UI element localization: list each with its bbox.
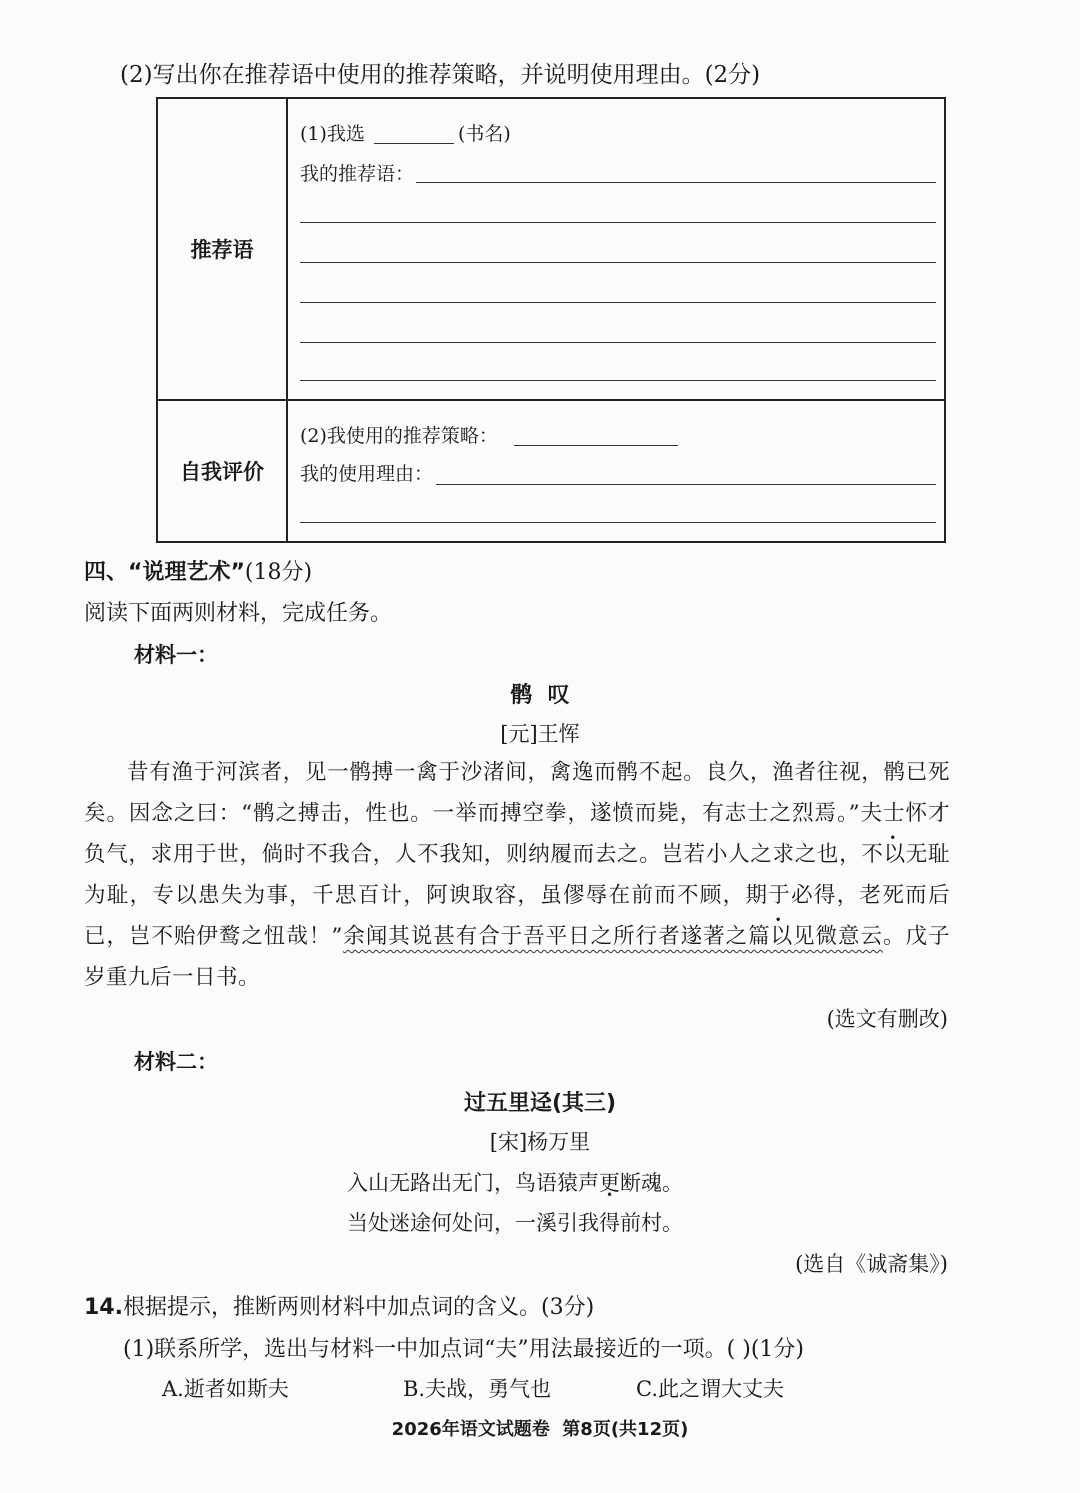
material-1-author: [元]王恽	[500, 722, 580, 746]
poem-line-1	[0, 1167, 1030, 1197]
recommendation-form-table	[156, 97, 946, 543]
answer-line[interactable]	[300, 302, 936, 303]
self-evaluation-cell	[287, 400, 945, 542]
passage-text: 昔有渔于河滨者，见一鹘搏一禽于沙渚间，禽逸而鹘不起。良久，渔者往视，鹘已死矣。因念之曰：“鹘之搏击，性也。一举而搏空拳，遂愤而毙，有志士之烈焉。”	[84, 760, 950, 826]
question-14-prompt: 根据提示，推断两则材料中加点词的含义。(3分)	[122, 1295, 595, 1320]
page-footer: 2026年语文试题卷 第8页(共12页)	[391, 1419, 689, 1440]
question-2-prompt: (2)写出你在推荐语中使用的推荐策略，并说明使用理由。(2分)	[120, 62, 761, 88]
poem-line-2: 当处迷途何处问，一溪引我得前村。	[347, 1211, 683, 1235]
book-name-blank[interactable]	[374, 143, 454, 144]
option-b[interactable]: B.夫战，勇气也	[403, 1377, 552, 1401]
answer-line[interactable]	[436, 484, 936, 485]
answer-line[interactable]	[300, 522, 936, 523]
answer-line[interactable]	[300, 342, 936, 343]
poem-text: 断魂。	[620, 1171, 683, 1195]
section-heading	[84, 555, 312, 586]
row-label-recommendation: 推荐语	[157, 98, 287, 400]
row-label-self-evaluation: 自我评价	[157, 400, 287, 542]
answer-line[interactable]	[416, 182, 936, 183]
answer-line[interactable]	[300, 262, 936, 263]
material-1-passage	[84, 752, 950, 998]
wavy-underlined-sentence: 余闻其说甚有合于吾平日之所行者遂著之篇以见微意云	[342, 924, 883, 949]
section-score: (18分)	[244, 560, 313, 585]
passage-text: 。戊子岁重九后一日书。	[84, 924, 950, 990]
material-2-author: [宋]杨万里	[489, 1130, 591, 1154]
book-name-hint: (书名)	[458, 123, 511, 145]
question-14	[84, 1290, 594, 1321]
section-title: 四、“说理艺术”	[84, 560, 245, 585]
option-c[interactable]: C.此之谓大丈夫	[636, 1377, 784, 1401]
dotted-word-geng: 更	[599, 1171, 620, 1195]
option-a[interactable]: A.逝者如斯夫	[162, 1377, 289, 1401]
recommendation-cell	[287, 98, 945, 400]
material-1-source: (选文有删改)	[826, 1007, 948, 1031]
material-2-title: 过五里迳(其三)	[463, 1091, 617, 1116]
recommend-label: 我的推荐语：	[300, 163, 415, 185]
material-2-label: 材料二：	[134, 1050, 218, 1074]
section-instruction: 阅读下面两则材料，完成任务。	[84, 601, 393, 626]
question-number: 14.	[84, 1295, 123, 1320]
passage-text: 于必得，老死而后已，岂不贻伊鹜之忸哉！”	[84, 883, 950, 949]
pick-label: (1)我选	[300, 123, 365, 145]
answer-line[interactable]	[300, 222, 936, 223]
poem-text: 入山无路出无门，鸟语猿声	[347, 1171, 599, 1195]
material-2-source: (选自《诚斋集》)	[795, 1252, 948, 1276]
material-1-label: 材料一：	[134, 643, 218, 667]
dotted-word-qi: 期	[745, 883, 769, 908]
strategy-blank[interactable]	[514, 445, 678, 446]
dotted-word-fu: 夫	[860, 801, 884, 826]
strategy-label: (2)我使用的推荐策略：	[300, 425, 498, 447]
question-14-sub-1: (1)联系所学，选出与材料一中加点词“夫”用法最接近的一项。( )(1分)	[123, 1337, 804, 1362]
reason-label: 我的使用理由：	[300, 463, 434, 485]
passage-text: 士怀才负气，求用于世，倘时不我合，人不我知，则纳履而去之。岂若小人之求之也，不以无耻为耻，专以患失为事，千思百计，阿谀取容，虽僇辱在前而不顾，	[84, 801, 950, 908]
answer-line[interactable]	[300, 380, 936, 381]
material-1-title: 鹘 叹	[510, 683, 570, 708]
